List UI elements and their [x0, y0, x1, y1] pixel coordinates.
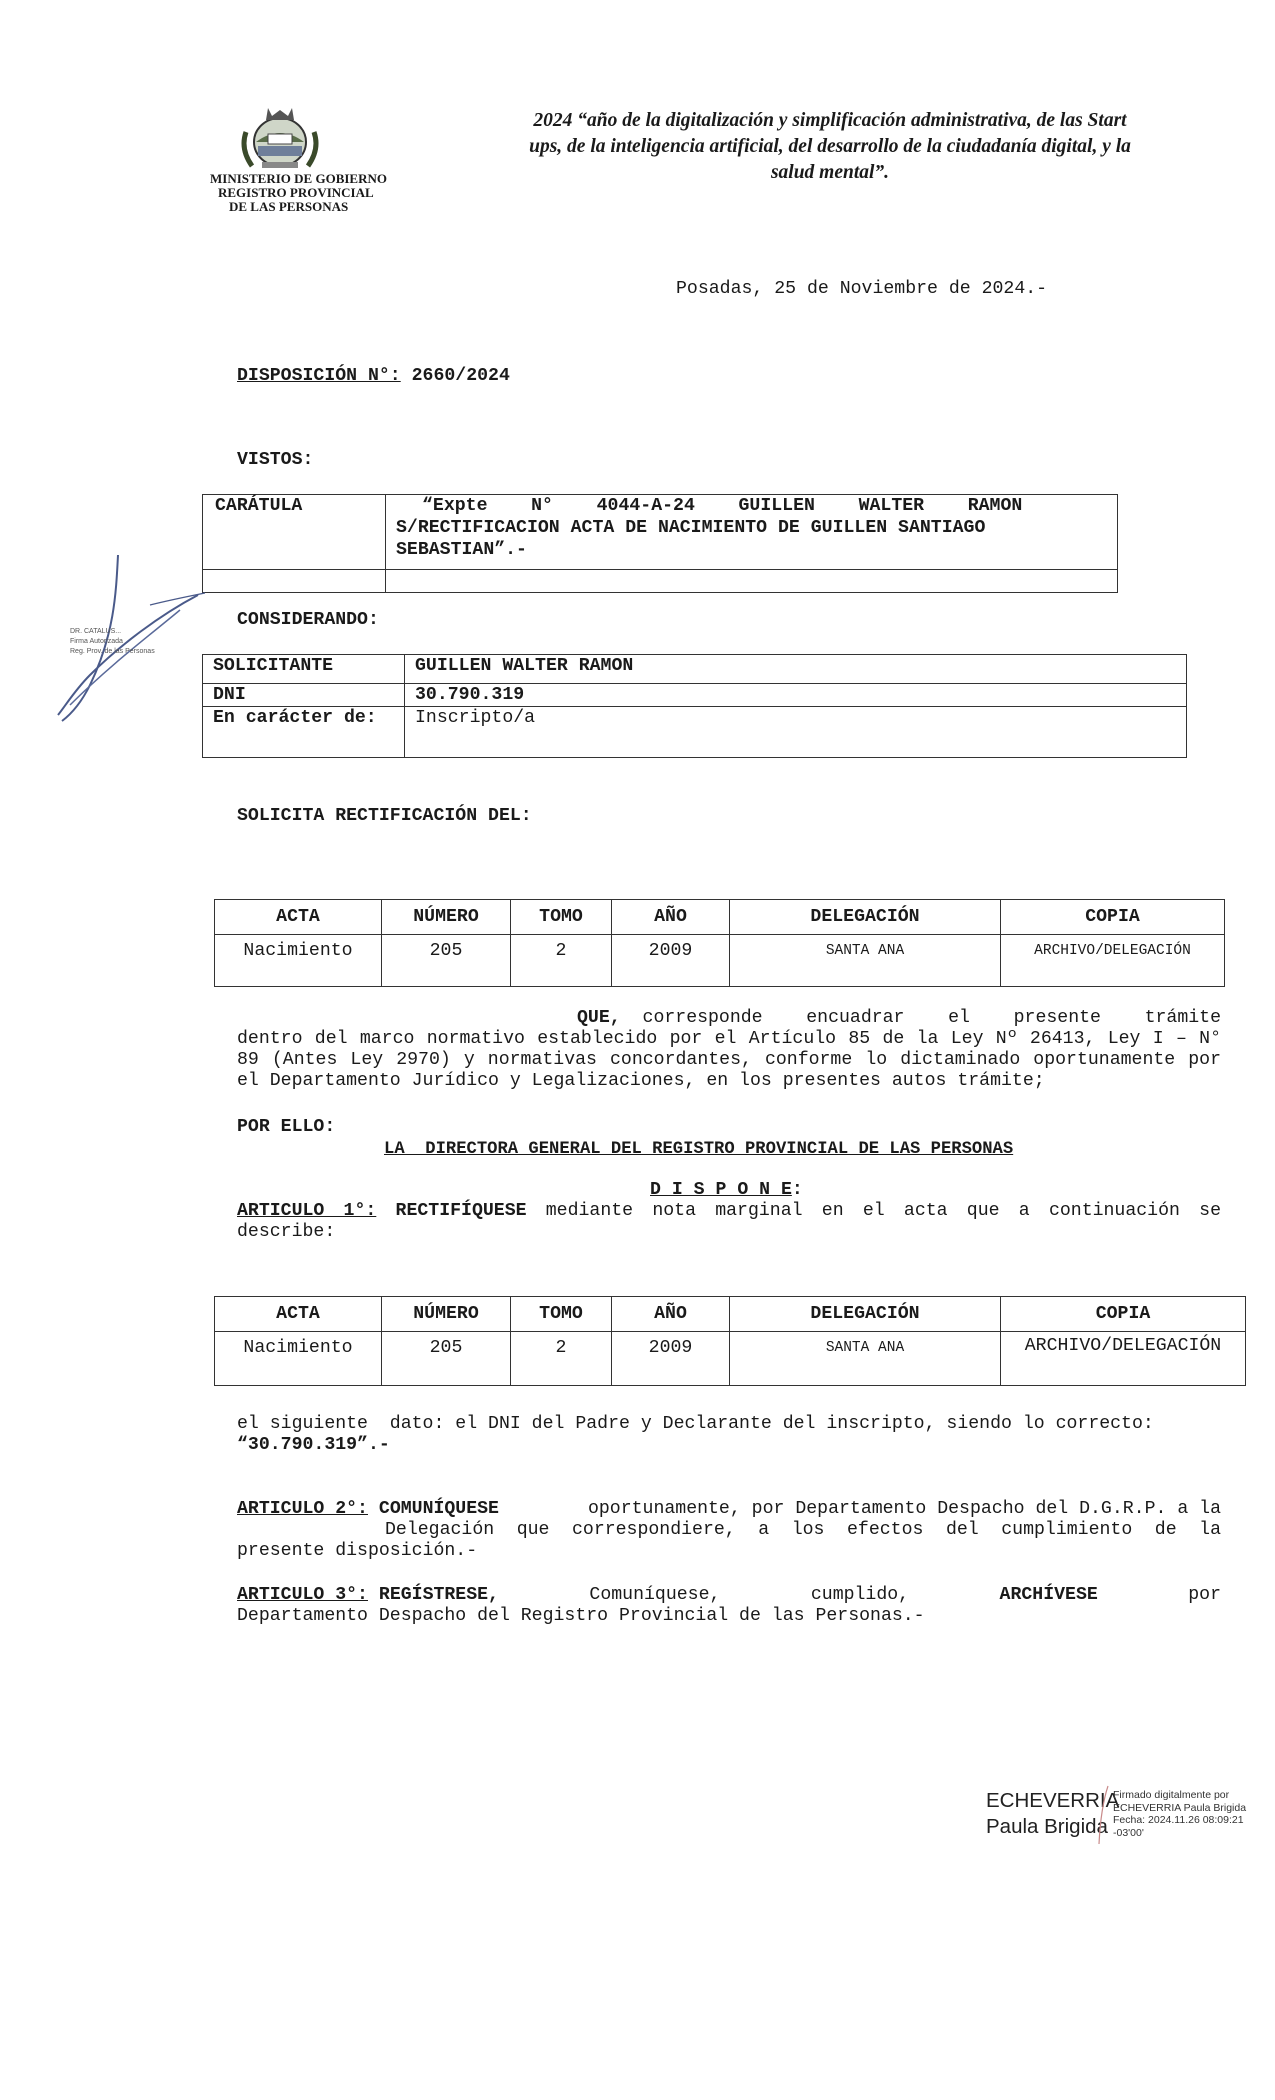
que-lead: QUE, [577, 1008, 621, 1028]
solicitante-table [202, 654, 1187, 758]
disposicion-heading [237, 366, 510, 387]
solicitante-label: SOLICITANTE [203, 655, 405, 684]
caratula-empty-cell-1 [203, 570, 386, 593]
ministry-line-3: DE LAS PERSONAS [229, 199, 349, 214]
delegacion-value: SANTA ANA [730, 935, 1001, 987]
stamp-line-3: Reg. Prov. de las Personas [70, 648, 155, 655]
caratula-line-3: SEBASTIAN”.- [396, 540, 527, 560]
copia-header: COPIA [1001, 900, 1225, 935]
year-motto [500, 108, 1160, 186]
dato-text: el siguiente dato: el DNI del Padre y Declarante del inscripto, siendo lo correcto: [237, 1414, 1154, 1434]
signature-detail-3: Fecha: 2024.11.26 08:09:21 [1113, 1814, 1244, 1826]
tomo-header: TOMO [511, 900, 612, 935]
acta-header: ACTA [215, 1297, 382, 1332]
numero-value: 205 [382, 1332, 511, 1386]
numero-header: NÚMERO [382, 900, 511, 935]
acta-table-dispone [214, 1296, 1246, 1386]
articulo-1-verb: RECTIFÍQUESE [395, 1201, 527, 1221]
numero-header: NÚMERO [382, 1297, 511, 1332]
delegacion-header: DELEGACIÓN [730, 900, 1001, 935]
anio-value: 2009 [612, 935, 730, 987]
articulo-3-end: por [1188, 1585, 1221, 1605]
ministry-line-1: MINISTERIO DE GOBIERNO [210, 171, 387, 186]
dispone-text: D I S P O N E [650, 1180, 792, 1200]
acta-header: ACTA [215, 900, 382, 935]
caracter-value: Inscripto/a [405, 707, 1187, 758]
caratula-line-2: S/RECTIFICACION ACTA DE NACIMIENTO DE GUILLEN SANTIAGO [396, 518, 986, 538]
signature-stamp [70, 627, 160, 657]
anio-header: AÑO [612, 1297, 730, 1332]
delegacion-header: DELEGACIÓN [730, 1297, 1001, 1332]
articulo-3-label: ARTICULO 3°: [237, 1585, 368, 1605]
articulo-1 [237, 1201, 1221, 1243]
disposicion-label: DISPOSICIÓN N°: [237, 366, 401, 386]
articulo-2-verb: COMUNÍQUESE [378, 1499, 499, 1519]
articulo-3-mid-1: Comuníquese, [589, 1585, 721, 1605]
articulo-1-label: ARTICULO 1°: [237, 1201, 377, 1221]
solicita-rectificacion-label: SOLICITA RECTIFICACIÓN DEL: [237, 806, 532, 826]
articulo-2-text-2: Delegación que correspondiere, a los efectos del cumplimiento de la [385, 1520, 1221, 1540]
province-coat-of-arms-logo [238, 104, 322, 174]
solicitante-value: GUILLEN WALTER RAMON [405, 655, 1187, 684]
articulo-3-verb-2: ARCHÍVESE [999, 1585, 1098, 1605]
que-paragraph [237, 1008, 1221, 1092]
dato-paragraph [237, 1414, 1221, 1456]
ministry-line-2: REGISTRO PROVINCIAL [218, 185, 374, 200]
digital-signature-details [1113, 1789, 1246, 1839]
caratula-label: CARÁTULA [203, 495, 386, 570]
dispone-colon: : [791, 1180, 803, 1200]
delegacion-value: SANTA ANA [730, 1332, 1001, 1386]
articulo-2 [237, 1499, 1221, 1562]
dispone-heading [650, 1180, 803, 1201]
caratula-value [386, 495, 1118, 570]
city-date: Posadas, 25 de Noviembre de 2024.- [676, 279, 1048, 299]
articulo-1-text: mediante nota marginal en el acta que a continuación se describe: [237, 1201, 1221, 1242]
signature-detail-2: ECHEVERRIA Paula Brigida [1113, 1801, 1247, 1814]
signer-given-names: Paula Brigida [986, 1815, 1108, 1838]
caratula-empty-cell-2 [386, 570, 1118, 593]
motto-line-3: salud mental”. [770, 162, 890, 183]
articulo-3-mid-2: cumplido, [810, 1585, 910, 1605]
numero-value: 205 [382, 935, 511, 987]
tomo-header: TOMO [511, 1297, 612, 1332]
caratula-line-1: “Expte N° 4044-A-24 GUILLEN WALTER RAMON [422, 496, 1023, 516]
stamp-line-2: Firma Autorizada [70, 638, 123, 645]
motto-line-2: ups, de la inteligencia artificial, del desarrollo de la ciudadanía digital, y la [529, 136, 1131, 157]
signer-surname: ECHEVERRIA [986, 1789, 1120, 1812]
copia-value: ARCHIVO/DELEGACIÓN [1001, 935, 1225, 987]
articulo-2-text-1: oportunamente, por Departamento Despacho del D.G.R.P. a la [577, 1499, 1221, 1519]
caracter-label: En carácter de: [203, 707, 405, 758]
que-line-1: corresponde encuadrar el presente trámite [642, 1008, 1221, 1028]
motto-line-1: 2024 “año de la digitalización y simplificación administrativa, de las Start [533, 110, 1127, 131]
copia-header: COPIA [1001, 1297, 1246, 1332]
considerando-label: CONSIDERANDO: [237, 610, 379, 630]
articulo-2-text-3: presente disposición.- [237, 1541, 478, 1561]
tomo-value: 2 [511, 1332, 612, 1386]
stamp-line-1: DR. CATALUS... [70, 628, 122, 635]
dni-label: DNI [203, 684, 405, 707]
ministry-heading [210, 172, 387, 214]
acta-value: Nacimiento [215, 1332, 382, 1386]
articulo-3 [237, 1585, 1221, 1627]
disposicion-number: 2660/2024 [411, 366, 510, 386]
acta-table-solicitud [214, 899, 1225, 987]
directora-text: LA DIRECTORA GENERAL DEL REGISTRO PROVINCIAL DE LAS PERSONAS [384, 1140, 1014, 1159]
signature-detail-4: -03'00' [1113, 1826, 1144, 1839]
dato-value: “30.790.319”.- [237, 1435, 390, 1455]
que-body: dentro del marco normativo establecido por el Artículo 85 de la Ley Nº 26413, Ley I – N° 89 (Antes Ley 2970) y normativas concordantes, conforme lo dictaminado oportunamente por el Departamento Jurídico y Legalizaciones, en los presentes autos trámite; [237, 1029, 1221, 1091]
articulo-3-line-2: Departamento Despacho del Registro Provincial de las Personas.- [237, 1606, 925, 1626]
anio-header: AÑO [612, 900, 730, 935]
copia-value: ARCHIVO/DELEGACIÓN [1001, 1332, 1246, 1386]
signature-divider-stroke [1096, 1784, 1112, 1846]
dni-value: 30.790.319 [405, 684, 1187, 707]
directora-heading [384, 1139, 1013, 1160]
anio-value: 2009 [612, 1332, 730, 1386]
tomo-value: 2 [511, 935, 612, 987]
articulo-3-verb: REGÍSTRESE, [378, 1585, 499, 1605]
articulo-2-label: ARTICULO 2°: [237, 1499, 368, 1519]
vistos-label: VISTOS: [237, 450, 314, 470]
por-ello-label: POR ELLO: [237, 1117, 336, 1137]
signature-detail-1: Firmado digitalmente por [1113, 1789, 1230, 1801]
acta-value: Nacimiento [215, 935, 382, 987]
caratula-table [202, 494, 1118, 593]
